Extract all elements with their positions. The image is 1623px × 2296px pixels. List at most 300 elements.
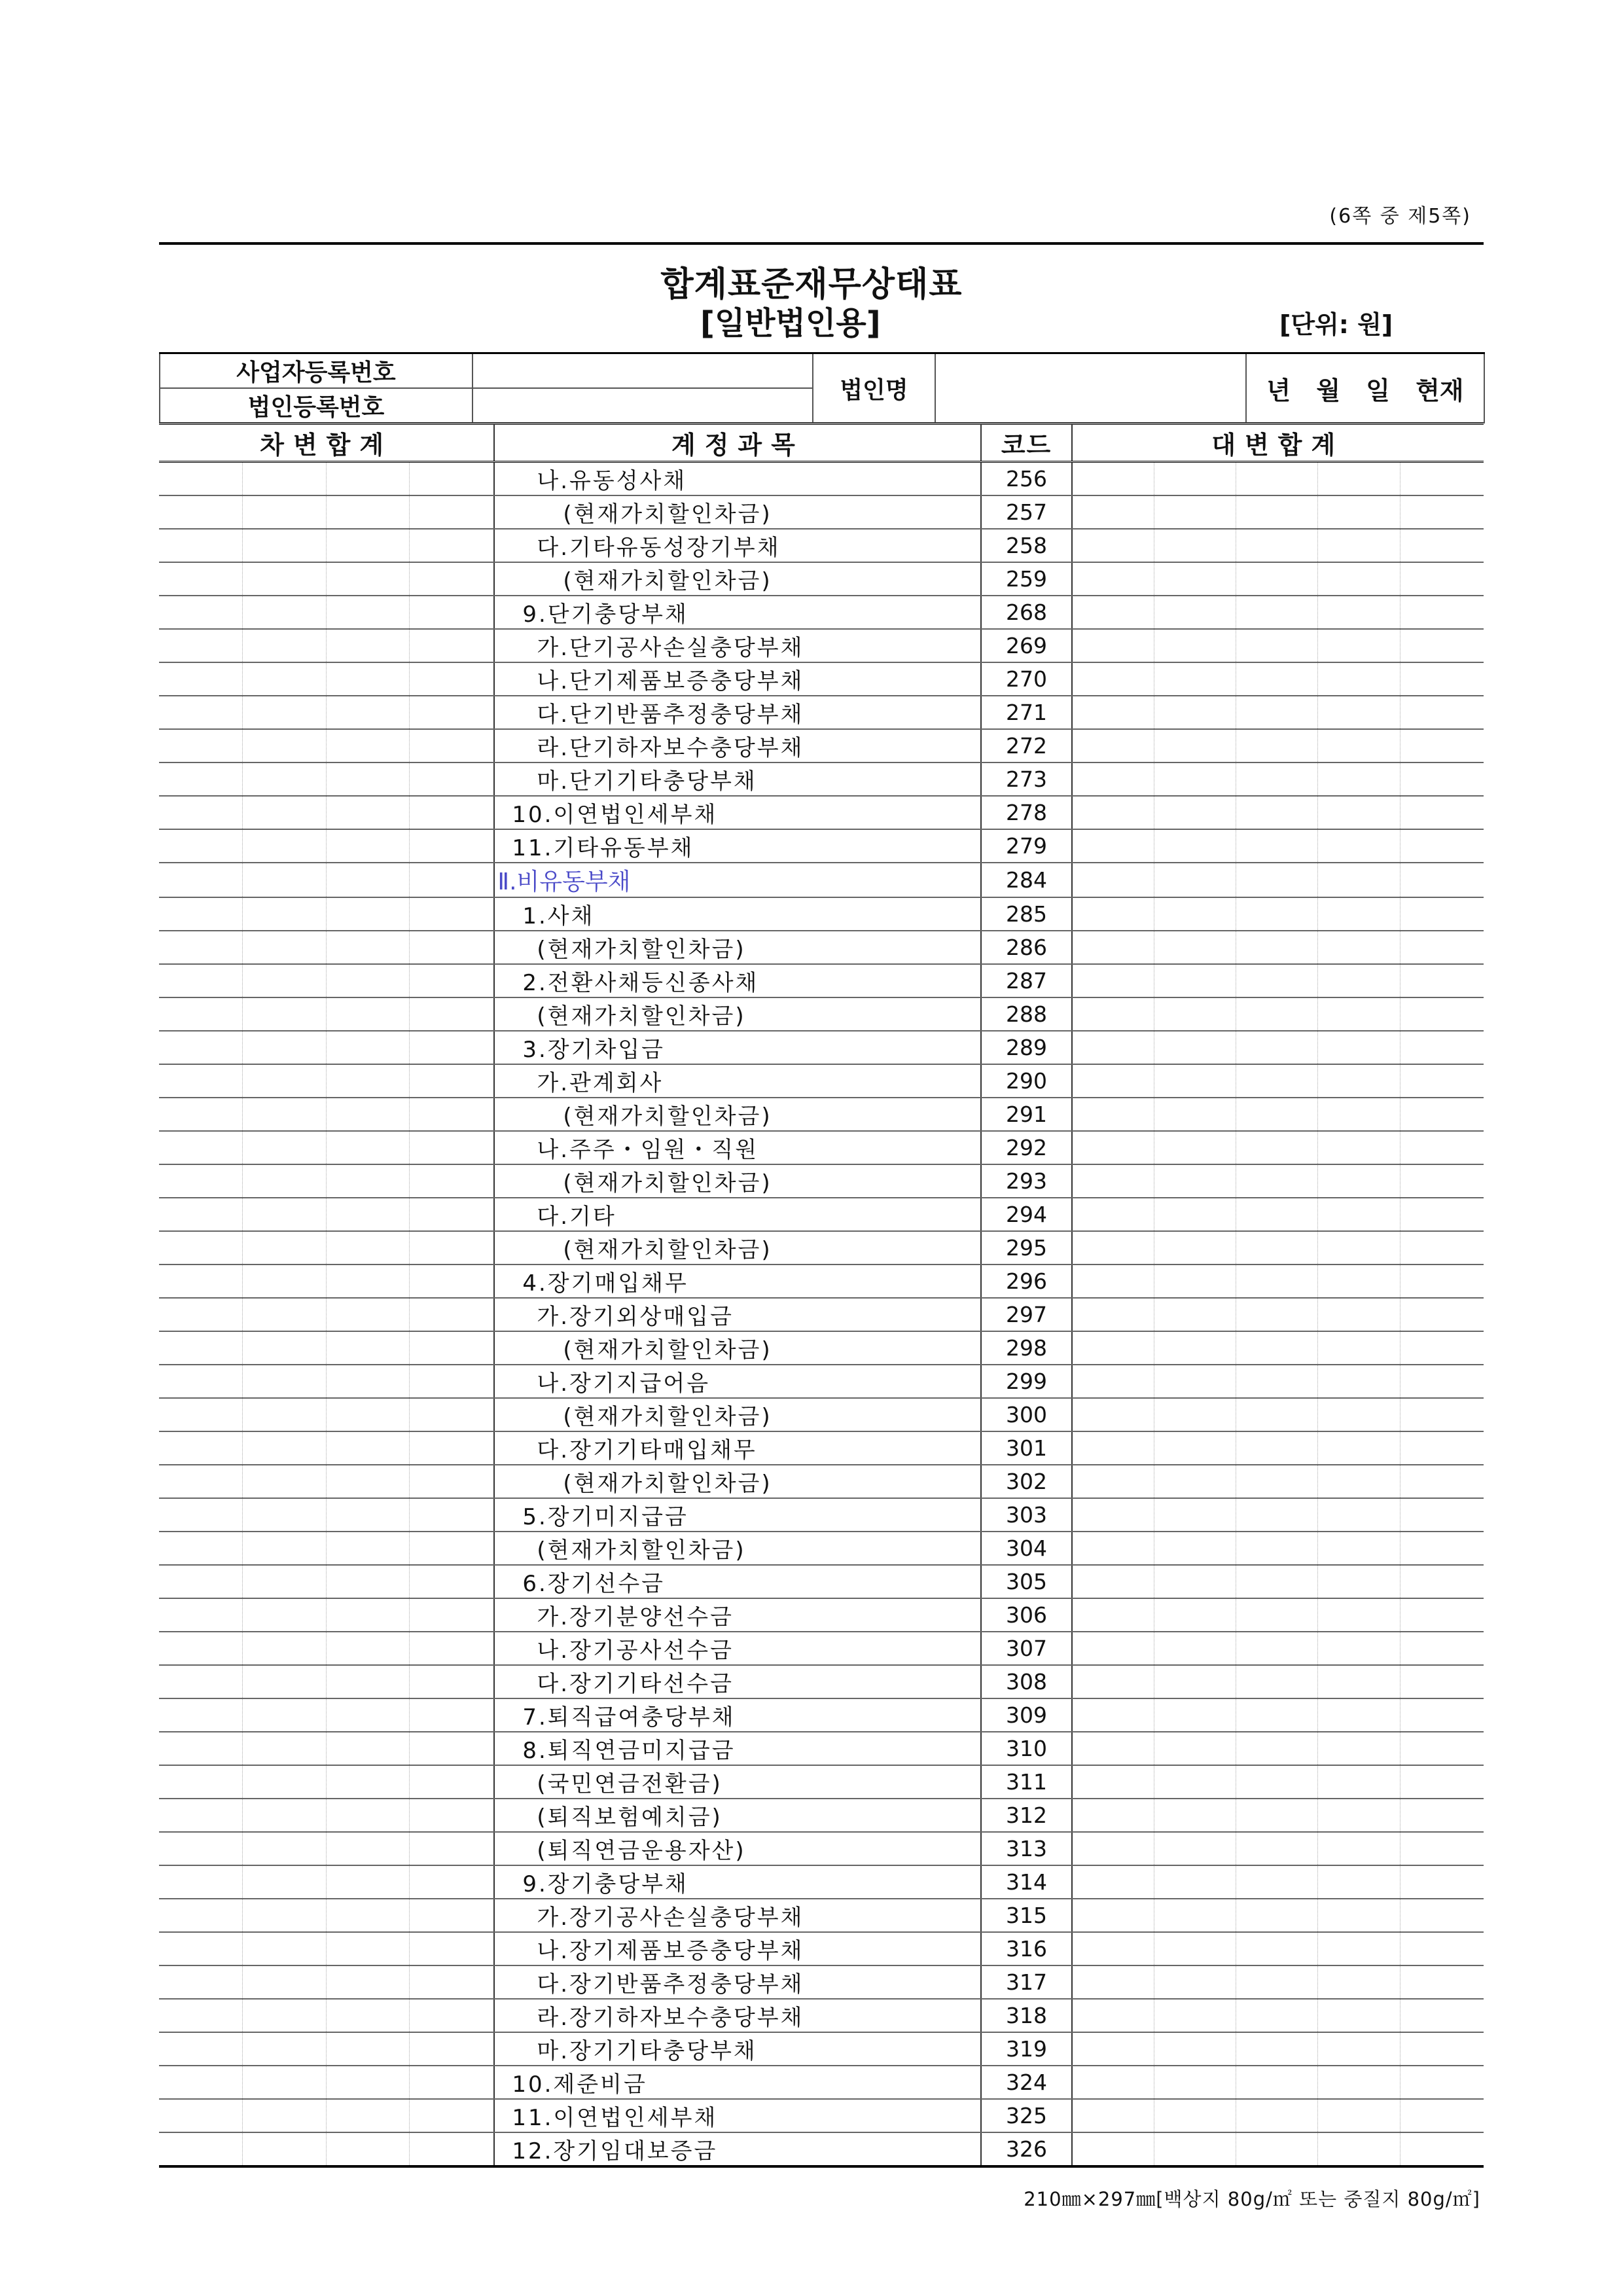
- debit-amount-cell[interactable]: [326, 1164, 410, 1198]
- credit-amount-cell[interactable]: [1318, 1899, 1400, 1932]
- credit-amount-cell[interactable]: [1318, 1632, 1400, 1665]
- credit-amount-cell[interactable]: [1400, 1899, 1484, 1932]
- credit-amount-cell[interactable]: [1072, 1765, 1154, 1799]
- credit-amount-cell[interactable]: [1318, 629, 1400, 662]
- debit-amount-cell[interactable]: [159, 1965, 243, 1999]
- debit-amount-cell[interactable]: [159, 662, 243, 696]
- debit-amount-cell[interactable]: [410, 1231, 495, 1265]
- credit-amount-cell[interactable]: [1400, 2132, 1484, 2166]
- credit-amount-cell[interactable]: [1318, 863, 1400, 897]
- debit-amount-cell[interactable]: [159, 2132, 243, 2166]
- debit-amount-cell[interactable]: [159, 562, 243, 596]
- debit-amount-cell[interactable]: [159, 729, 243, 762]
- credit-amount-cell[interactable]: [1072, 1365, 1154, 1398]
- debit-amount-cell[interactable]: [243, 1632, 327, 1665]
- credit-amount-cell[interactable]: [1236, 596, 1317, 629]
- credit-amount-cell[interactable]: [1154, 964, 1236, 997]
- credit-amount-cell[interactable]: [1154, 1965, 1236, 1999]
- credit-amount-cell[interactable]: [1400, 1365, 1484, 1398]
- credit-amount-cell[interactable]: [1154, 1398, 1236, 1431]
- credit-amount-cell[interactable]: [1154, 1565, 1236, 1598]
- debit-amount-cell[interactable]: [243, 1131, 327, 1164]
- credit-amount-cell[interactable]: [1400, 1999, 1484, 2032]
- credit-amount-cell[interactable]: [1236, 1231, 1317, 1265]
- debit-amount-cell[interactable]: [326, 1865, 410, 1899]
- credit-amount-cell[interactable]: [1318, 1732, 1400, 1765]
- credit-amount-cell[interactable]: [1236, 1799, 1317, 1832]
- debit-amount-cell[interactable]: [410, 796, 495, 829]
- debit-amount-cell[interactable]: [159, 462, 243, 496]
- credit-amount-cell[interactable]: [1318, 1331, 1400, 1365]
- debit-amount-cell[interactable]: [243, 762, 327, 796]
- credit-amount-cell[interactable]: [1072, 931, 1154, 964]
- credit-amount-cell[interactable]: [1318, 1064, 1400, 1098]
- credit-amount-cell[interactable]: [1154, 562, 1236, 596]
- corp-name-field[interactable]: [935, 353, 1246, 423]
- debit-amount-cell[interactable]: [410, 1031, 495, 1064]
- credit-amount-cell[interactable]: [1154, 696, 1236, 729]
- debit-amount-cell[interactable]: [326, 1765, 410, 1799]
- debit-amount-cell[interactable]: [410, 1298, 495, 1331]
- debit-amount-cell[interactable]: [410, 1532, 495, 1565]
- debit-amount-cell[interactable]: [410, 1932, 495, 1965]
- debit-amount-cell[interactable]: [159, 596, 243, 629]
- credit-amount-cell[interactable]: [1236, 1665, 1317, 1698]
- debit-amount-cell[interactable]: [159, 1498, 243, 1532]
- credit-amount-cell[interactable]: [1072, 629, 1154, 662]
- debit-amount-cell[interactable]: [326, 1365, 410, 1398]
- debit-amount-cell[interactable]: [326, 629, 410, 662]
- debit-amount-cell[interactable]: [326, 696, 410, 729]
- debit-amount-cell[interactable]: [243, 2099, 327, 2132]
- credit-amount-cell[interactable]: [1400, 1398, 1484, 1431]
- debit-amount-cell[interactable]: [410, 1732, 495, 1765]
- credit-amount-cell[interactable]: [1236, 629, 1317, 662]
- debit-amount-cell[interactable]: [159, 1265, 243, 1298]
- debit-amount-cell[interactable]: [326, 1298, 410, 1331]
- corp-reg-field[interactable]: [473, 388, 813, 423]
- credit-amount-cell[interactable]: [1318, 696, 1400, 729]
- debit-amount-cell[interactable]: [243, 829, 327, 863]
- debit-amount-cell[interactable]: [326, 1465, 410, 1498]
- credit-amount-cell[interactable]: [1072, 829, 1154, 863]
- credit-amount-cell[interactable]: [1154, 1164, 1236, 1198]
- debit-amount-cell[interactable]: [159, 1632, 243, 1665]
- debit-amount-cell[interactable]: [410, 495, 495, 529]
- credit-amount-cell[interactable]: [1236, 1865, 1317, 1899]
- debit-amount-cell[interactable]: [159, 1999, 243, 2032]
- credit-amount-cell[interactable]: [1400, 629, 1484, 662]
- credit-amount-cell[interactable]: [1236, 997, 1317, 1031]
- credit-amount-cell[interactable]: [1236, 1899, 1317, 1932]
- credit-amount-cell[interactable]: [1400, 1331, 1484, 1365]
- credit-amount-cell[interactable]: [1236, 562, 1317, 596]
- credit-amount-cell[interactable]: [1318, 931, 1400, 964]
- credit-amount-cell[interactable]: [1400, 529, 1484, 562]
- debit-amount-cell[interactable]: [410, 1098, 495, 1131]
- credit-amount-cell[interactable]: [1154, 897, 1236, 931]
- credit-amount-cell[interactable]: [1154, 1265, 1236, 1298]
- debit-amount-cell[interactable]: [243, 629, 327, 662]
- credit-amount-cell[interactable]: [1236, 863, 1317, 897]
- credit-amount-cell[interactable]: [1400, 1865, 1484, 1899]
- credit-amount-cell[interactable]: [1236, 1532, 1317, 1565]
- debit-amount-cell[interactable]: [159, 1532, 243, 1565]
- debit-amount-cell[interactable]: [243, 796, 327, 829]
- credit-amount-cell[interactable]: [1318, 1532, 1400, 1565]
- credit-amount-cell[interactable]: [1400, 1565, 1484, 1598]
- debit-amount-cell[interactable]: [243, 863, 327, 897]
- credit-amount-cell[interactable]: [1072, 562, 1154, 596]
- debit-amount-cell[interactable]: [326, 2066, 410, 2099]
- credit-amount-cell[interactable]: [1236, 2066, 1317, 2099]
- debit-amount-cell[interactable]: [243, 1465, 327, 1498]
- credit-amount-cell[interactable]: [1400, 1799, 1484, 1832]
- debit-amount-cell[interactable]: [410, 2032, 495, 2066]
- debit-amount-cell[interactable]: [159, 495, 243, 529]
- credit-amount-cell[interactable]: [1400, 1298, 1484, 1331]
- debit-amount-cell[interactable]: [159, 696, 243, 729]
- credit-amount-cell[interactable]: [1400, 762, 1484, 796]
- debit-amount-cell[interactable]: [326, 829, 410, 863]
- credit-amount-cell[interactable]: [1236, 1465, 1317, 1498]
- credit-amount-cell[interactable]: [1236, 931, 1317, 964]
- credit-amount-cell[interactable]: [1154, 1031, 1236, 1064]
- debit-amount-cell[interactable]: [326, 997, 410, 1031]
- credit-amount-cell[interactable]: [1400, 1765, 1484, 1799]
- debit-amount-cell[interactable]: [410, 1064, 495, 1098]
- debit-amount-cell[interactable]: [410, 2132, 495, 2166]
- credit-amount-cell[interactable]: [1072, 1532, 1154, 1565]
- debit-amount-cell[interactable]: [410, 1999, 495, 2032]
- debit-amount-cell[interactable]: [326, 1265, 410, 1298]
- debit-amount-cell[interactable]: [243, 1932, 327, 1965]
- credit-amount-cell[interactable]: [1072, 1098, 1154, 1131]
- credit-amount-cell[interactable]: [1318, 596, 1400, 629]
- debit-amount-cell[interactable]: [159, 897, 243, 931]
- debit-amount-cell[interactable]: [326, 2132, 410, 2166]
- debit-amount-cell[interactable]: [243, 1765, 327, 1799]
- credit-amount-cell[interactable]: [1236, 1331, 1317, 1365]
- credit-amount-cell[interactable]: [1072, 1265, 1154, 1298]
- credit-amount-cell[interactable]: [1236, 662, 1317, 696]
- debit-amount-cell[interactable]: [243, 462, 327, 496]
- debit-amount-cell[interactable]: [326, 1999, 410, 2032]
- credit-amount-cell[interactable]: [1072, 1665, 1154, 1698]
- debit-amount-cell[interactable]: [410, 1865, 495, 1899]
- debit-amount-cell[interactable]: [243, 1532, 327, 1565]
- credit-amount-cell[interactable]: [1400, 1098, 1484, 1131]
- debit-amount-cell[interactable]: [243, 1298, 327, 1331]
- debit-amount-cell[interactable]: [410, 1632, 495, 1665]
- debit-amount-cell[interactable]: [243, 729, 327, 762]
- credit-amount-cell[interactable]: [1318, 1999, 1400, 2032]
- credit-amount-cell[interactable]: [1072, 1899, 1154, 1932]
- debit-amount-cell[interactable]: [243, 1198, 327, 1231]
- credit-amount-cell[interactable]: [1236, 1932, 1317, 1965]
- debit-amount-cell[interactable]: [410, 1465, 495, 1498]
- debit-amount-cell[interactable]: [410, 931, 495, 964]
- debit-amount-cell[interactable]: [326, 596, 410, 629]
- credit-amount-cell[interactable]: [1318, 1231, 1400, 1265]
- debit-amount-cell[interactable]: [243, 1064, 327, 1098]
- credit-amount-cell[interactable]: [1400, 863, 1484, 897]
- debit-amount-cell[interactable]: [159, 2099, 243, 2132]
- credit-amount-cell[interactable]: [1154, 2032, 1236, 2066]
- credit-amount-cell[interactable]: [1236, 1064, 1317, 1098]
- credit-amount-cell[interactable]: [1318, 1498, 1400, 1532]
- debit-amount-cell[interactable]: [243, 964, 327, 997]
- debit-amount-cell[interactable]: [410, 662, 495, 696]
- debit-amount-cell[interactable]: [243, 1098, 327, 1131]
- credit-amount-cell[interactable]: [1072, 729, 1154, 762]
- debit-amount-cell[interactable]: [410, 462, 495, 496]
- credit-amount-cell[interactable]: [1236, 1164, 1317, 1198]
- debit-amount-cell[interactable]: [410, 897, 495, 931]
- credit-amount-cell[interactable]: [1318, 2032, 1400, 2066]
- debit-amount-cell[interactable]: [410, 562, 495, 596]
- credit-amount-cell[interactable]: [1236, 1498, 1317, 1532]
- credit-amount-cell[interactable]: [1154, 1365, 1236, 1398]
- debit-amount-cell[interactable]: [326, 1331, 410, 1365]
- credit-amount-cell[interactable]: [1072, 964, 1154, 997]
- debit-amount-cell[interactable]: [243, 1598, 327, 1632]
- credit-amount-cell[interactable]: [1236, 1431, 1317, 1465]
- credit-amount-cell[interactable]: [1236, 1398, 1317, 1431]
- debit-amount-cell[interactable]: [243, 1732, 327, 1765]
- debit-amount-cell[interactable]: [326, 1732, 410, 1765]
- credit-amount-cell[interactable]: [1318, 729, 1400, 762]
- debit-amount-cell[interactable]: [326, 1899, 410, 1932]
- credit-amount-cell[interactable]: [1400, 1532, 1484, 1565]
- debit-amount-cell[interactable]: [159, 1431, 243, 1465]
- debit-amount-cell[interactable]: [410, 762, 495, 796]
- debit-amount-cell[interactable]: [159, 1465, 243, 1498]
- debit-amount-cell[interactable]: [410, 1765, 495, 1799]
- credit-amount-cell[interactable]: [1154, 1298, 1236, 1331]
- credit-amount-cell[interactable]: [1072, 1198, 1154, 1231]
- credit-amount-cell[interactable]: [1154, 1064, 1236, 1098]
- debit-amount-cell[interactable]: [326, 1431, 410, 1465]
- credit-amount-cell[interactable]: [1236, 1265, 1317, 1298]
- credit-amount-cell[interactable]: [1154, 495, 1236, 529]
- credit-amount-cell[interactable]: [1072, 1398, 1154, 1431]
- debit-amount-cell[interactable]: [410, 1665, 495, 1698]
- debit-amount-cell[interactable]: [243, 1698, 327, 1732]
- credit-amount-cell[interactable]: [1236, 1198, 1317, 1231]
- credit-amount-cell[interactable]: [1236, 1298, 1317, 1331]
- debit-amount-cell[interactable]: [159, 1365, 243, 1398]
- debit-amount-cell[interactable]: [243, 495, 327, 529]
- debit-amount-cell[interactable]: [326, 1932, 410, 1965]
- credit-amount-cell[interactable]: [1318, 1298, 1400, 1331]
- credit-amount-cell[interactable]: [1154, 1098, 1236, 1131]
- credit-amount-cell[interactable]: [1400, 495, 1484, 529]
- debit-amount-cell[interactable]: [243, 1164, 327, 1198]
- credit-amount-cell[interactable]: [1072, 1732, 1154, 1765]
- credit-amount-cell[interactable]: [1318, 1832, 1400, 1865]
- debit-amount-cell[interactable]: [326, 1398, 410, 1431]
- debit-amount-cell[interactable]: [243, 1498, 327, 1532]
- credit-amount-cell[interactable]: [1400, 1431, 1484, 1465]
- credit-amount-cell[interactable]: [1154, 1665, 1236, 1698]
- debit-amount-cell[interactable]: [410, 1899, 495, 1932]
- credit-amount-cell[interactable]: [1236, 1365, 1317, 1398]
- debit-amount-cell[interactable]: [159, 931, 243, 964]
- credit-amount-cell[interactable]: [1318, 897, 1400, 931]
- credit-amount-cell[interactable]: [1236, 2099, 1317, 2132]
- credit-amount-cell[interactable]: [1400, 1632, 1484, 1665]
- debit-amount-cell[interactable]: [326, 863, 410, 897]
- credit-amount-cell[interactable]: [1154, 1598, 1236, 1632]
- debit-amount-cell[interactable]: [326, 462, 410, 496]
- debit-amount-cell[interactable]: [243, 1799, 327, 1832]
- credit-amount-cell[interactable]: [1236, 964, 1317, 997]
- credit-amount-cell[interactable]: [1400, 1031, 1484, 1064]
- credit-amount-cell[interactable]: [1154, 1632, 1236, 1665]
- credit-amount-cell[interactable]: [1072, 1932, 1154, 1965]
- credit-amount-cell[interactable]: [1154, 796, 1236, 829]
- credit-amount-cell[interactable]: [1400, 596, 1484, 629]
- credit-amount-cell[interactable]: [1154, 662, 1236, 696]
- credit-amount-cell[interactable]: [1072, 1965, 1154, 1999]
- credit-amount-cell[interactable]: [1318, 829, 1400, 863]
- credit-amount-cell[interactable]: [1318, 1698, 1400, 1732]
- debit-amount-cell[interactable]: [159, 1064, 243, 1098]
- debit-amount-cell[interactable]: [159, 1799, 243, 1832]
- debit-amount-cell[interactable]: [243, 2032, 327, 2066]
- credit-amount-cell[interactable]: [1154, 1465, 1236, 1498]
- credit-amount-cell[interactable]: [1236, 1632, 1317, 1665]
- credit-amount-cell[interactable]: [1318, 1131, 1400, 1164]
- credit-amount-cell[interactable]: [1072, 1031, 1154, 1064]
- credit-amount-cell[interactable]: [1154, 1899, 1236, 1932]
- credit-amount-cell[interactable]: [1318, 1598, 1400, 1632]
- debit-amount-cell[interactable]: [410, 1398, 495, 1431]
- credit-amount-cell[interactable]: [1072, 1064, 1154, 1098]
- debit-amount-cell[interactable]: [243, 1965, 327, 1999]
- debit-amount-cell[interactable]: [326, 562, 410, 596]
- credit-amount-cell[interactable]: [1318, 1865, 1400, 1899]
- credit-amount-cell[interactable]: [1154, 931, 1236, 964]
- debit-amount-cell[interactable]: [159, 1732, 243, 1765]
- debit-amount-cell[interactable]: [243, 1431, 327, 1465]
- credit-amount-cell[interactable]: [1072, 997, 1154, 1031]
- credit-amount-cell[interactable]: [1400, 1965, 1484, 1999]
- debit-amount-cell[interactable]: [159, 2066, 243, 2099]
- debit-amount-cell[interactable]: [159, 1932, 243, 1965]
- debit-amount-cell[interactable]: [326, 662, 410, 696]
- debit-amount-cell[interactable]: [326, 1598, 410, 1632]
- credit-amount-cell[interactable]: [1318, 562, 1400, 596]
- credit-amount-cell[interactable]: [1072, 796, 1154, 829]
- credit-amount-cell[interactable]: [1154, 1732, 1236, 1765]
- debit-amount-cell[interactable]: [410, 1799, 495, 1832]
- credit-amount-cell[interactable]: [1318, 2099, 1400, 2132]
- credit-amount-cell[interactable]: [1236, 796, 1317, 829]
- debit-amount-cell[interactable]: [410, 1698, 495, 1732]
- debit-amount-cell[interactable]: [410, 729, 495, 762]
- credit-amount-cell[interactable]: [1400, 1131, 1484, 1164]
- credit-amount-cell[interactable]: [1236, 729, 1317, 762]
- debit-amount-cell[interactable]: [326, 1532, 410, 1565]
- debit-amount-cell[interactable]: [410, 696, 495, 729]
- credit-amount-cell[interactable]: [1154, 829, 1236, 863]
- credit-amount-cell[interactable]: [1400, 1231, 1484, 1265]
- debit-amount-cell[interactable]: [243, 562, 327, 596]
- debit-amount-cell[interactable]: [159, 1598, 243, 1632]
- biz-reg-field[interactable]: [473, 353, 813, 389]
- credit-amount-cell[interactable]: [1318, 1198, 1400, 1231]
- debit-amount-cell[interactable]: [410, 1565, 495, 1598]
- debit-amount-cell[interactable]: [159, 1131, 243, 1164]
- debit-amount-cell[interactable]: [410, 1965, 495, 1999]
- debit-amount-cell[interactable]: [159, 1565, 243, 1598]
- debit-amount-cell[interactable]: [326, 2032, 410, 2066]
- credit-amount-cell[interactable]: [1072, 1164, 1154, 1198]
- credit-amount-cell[interactable]: [1400, 1698, 1484, 1732]
- credit-amount-cell[interactable]: [1154, 1698, 1236, 1732]
- debit-amount-cell[interactable]: [410, 629, 495, 662]
- debit-amount-cell[interactable]: [410, 596, 495, 629]
- credit-amount-cell[interactable]: [1154, 462, 1236, 496]
- credit-amount-cell[interactable]: [1400, 1732, 1484, 1765]
- debit-amount-cell[interactable]: [410, 1431, 495, 1465]
- credit-amount-cell[interactable]: [1072, 2066, 1154, 2099]
- debit-amount-cell[interactable]: [326, 1565, 410, 1598]
- credit-amount-cell[interactable]: [1236, 1698, 1317, 1732]
- debit-amount-cell[interactable]: [159, 829, 243, 863]
- credit-amount-cell[interactable]: [1154, 997, 1236, 1031]
- debit-amount-cell[interactable]: [159, 1765, 243, 1799]
- credit-amount-cell[interactable]: [1400, 662, 1484, 696]
- credit-amount-cell[interactable]: [1400, 997, 1484, 1031]
- credit-amount-cell[interactable]: [1400, 1665, 1484, 1698]
- credit-amount-cell[interactable]: [1236, 1732, 1317, 1765]
- debit-amount-cell[interactable]: [159, 1865, 243, 1899]
- credit-amount-cell[interactable]: [1072, 2032, 1154, 2066]
- credit-amount-cell[interactable]: [1400, 1598, 1484, 1632]
- credit-amount-cell[interactable]: [1400, 796, 1484, 829]
- credit-amount-cell[interactable]: [1400, 2066, 1484, 2099]
- debit-amount-cell[interactable]: [410, 1198, 495, 1231]
- credit-amount-cell[interactable]: [1236, 462, 1317, 496]
- credit-amount-cell[interactable]: [1072, 1565, 1154, 1598]
- credit-amount-cell[interactable]: [1072, 1131, 1154, 1164]
- credit-amount-cell[interactable]: [1400, 729, 1484, 762]
- credit-amount-cell[interactable]: [1318, 1098, 1400, 1131]
- debit-amount-cell[interactable]: [243, 997, 327, 1031]
- debit-amount-cell[interactable]: [159, 1231, 243, 1265]
- debit-amount-cell[interactable]: [326, 529, 410, 562]
- debit-amount-cell[interactable]: [243, 1832, 327, 1865]
- debit-amount-cell[interactable]: [326, 495, 410, 529]
- debit-amount-cell[interactable]: [243, 1231, 327, 1265]
- credit-amount-cell[interactable]: [1236, 1765, 1317, 1799]
- credit-amount-cell[interactable]: [1400, 1932, 1484, 1965]
- credit-amount-cell[interactable]: [1318, 796, 1400, 829]
- debit-amount-cell[interactable]: [243, 2066, 327, 2099]
- debit-amount-cell[interactable]: [410, 1832, 495, 1865]
- debit-amount-cell[interactable]: [159, 1698, 243, 1732]
- debit-amount-cell[interactable]: [410, 2066, 495, 2099]
- credit-amount-cell[interactable]: [1236, 2132, 1317, 2166]
- debit-amount-cell[interactable]: [243, 1331, 327, 1365]
- debit-amount-cell[interactable]: [326, 1632, 410, 1665]
- debit-amount-cell[interactable]: [159, 1899, 243, 1932]
- credit-amount-cell[interactable]: [1400, 1832, 1484, 1865]
- credit-amount-cell[interactable]: [1400, 2099, 1484, 2132]
